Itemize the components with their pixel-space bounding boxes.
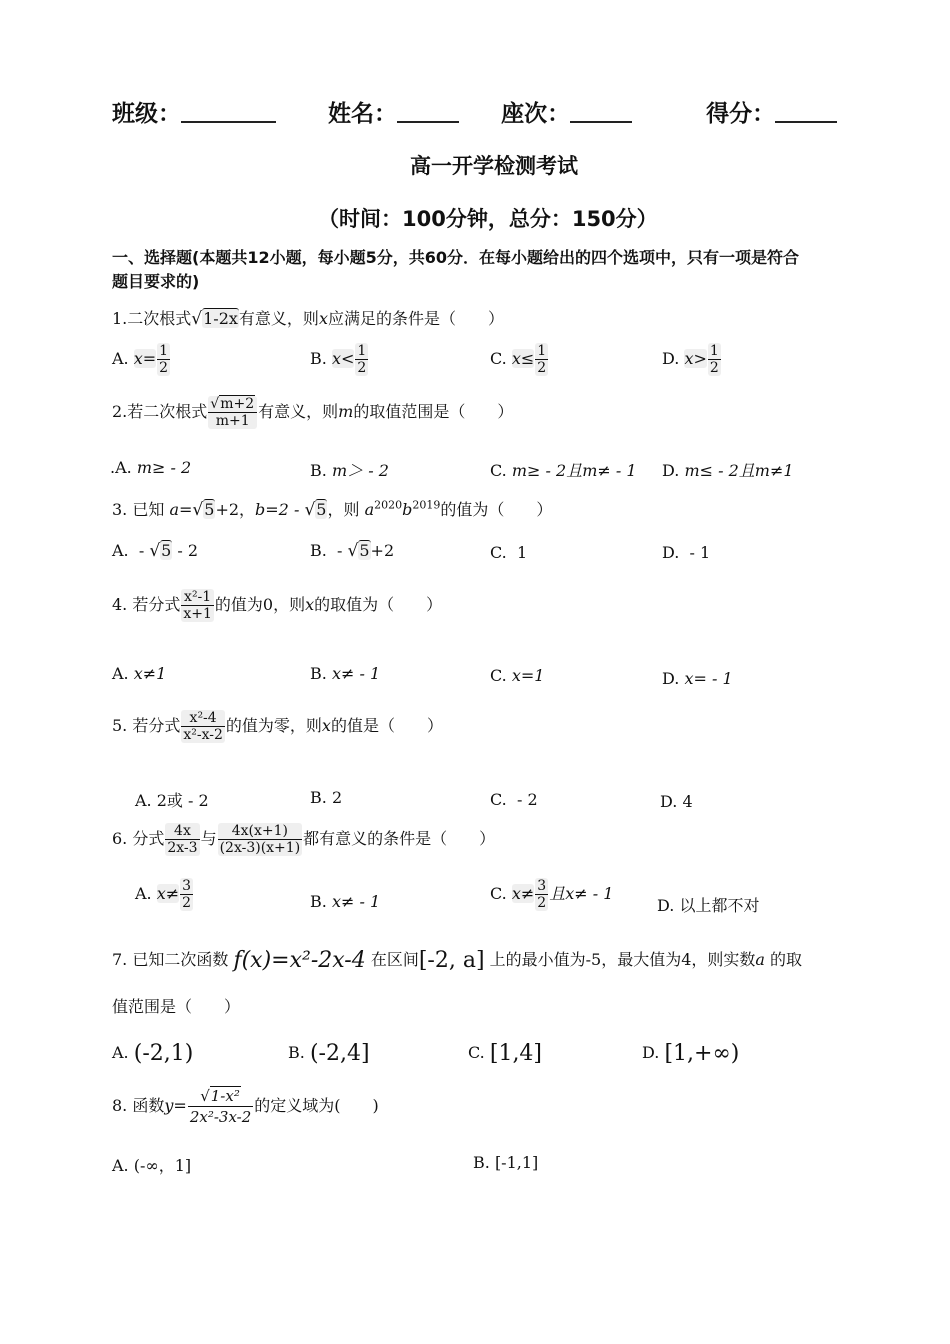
- score-label: 得分：: [706, 101, 776, 127]
- question-3: 3. 已知 a=√5+2，b=2 - √5，则 $a^{2020}b^{2019}$的值为（ ）: [112, 498, 553, 520]
- q2-fraction: $\frac{√m+2}{m+1}$: [208, 396, 257, 429]
- question-1: 1.二次根式√1-2x有意义，则x应满足的条件是（ ）: [112, 309, 504, 329]
- q5-fraction: $\frac{\text{x²-4}}{\text{x²-x-2}}$: [183, 710, 223, 743]
- q7-option-a[interactable]: A. (-2,1): [112, 1041, 194, 1066]
- q1-b-fraction: $\frac{1}{2}$: [357, 343, 367, 376]
- q6-option-d[interactable]: D. 以上都不对: [657, 896, 760, 915]
- q6-a-fraction: $\frac{3}{2}$: [182, 878, 192, 911]
- q2-option-b[interactable]: B. m＞ - 2: [310, 461, 389, 480]
- q1-option-b[interactable]: B. x< $\frac{1}{2}$: [310, 343, 367, 376]
- q7-option-d[interactable]: D. [1,+∞): [642, 1041, 740, 1066]
- q7-option-b[interactable]: B. (-2,4]: [288, 1041, 370, 1066]
- seat-label: 座次：: [501, 101, 571, 127]
- q5-option-d[interactable]: D. 4: [660, 792, 693, 811]
- page-subtitle: （时间：100分钟，总分：150分）: [318, 207, 658, 231]
- q8-fraction: $\frac{\text{√1-x²}}{\text{2x²-3x-2}}$: [189, 1087, 252, 1126]
- class-label: 班级：: [112, 101, 181, 127]
- q1-option-c[interactable]: C. x≤ $\frac{1}{2}$: [490, 343, 547, 376]
- q5-option-c[interactable]: C. - 2: [490, 790, 538, 809]
- question-4: 4. 若分式 $\frac{\text{x²-1}}{x+1}$ 的值为0，则x的取值为（ ）: [112, 589, 443, 622]
- q4-option-a[interactable]: A. x≠1: [112, 664, 167, 683]
- seat-blank[interactable]: [570, 99, 632, 123]
- q6-fraction-2: $\frac{4x(x+1)}{(2x-3)(x+1)}$: [219, 823, 301, 856]
- question-7-line2: 值范围是（ ）: [112, 997, 241, 1016]
- q2-option-a[interactable]: .A. m≥ - 2: [110, 458, 192, 477]
- q2-option-c[interactable]: C. m≥ - 2且m≠ - 1: [490, 461, 637, 480]
- section-heading-line2: 题目要求的): [112, 272, 200, 291]
- class-blank[interactable]: [181, 99, 276, 123]
- header-row: [112, 95, 837, 128]
- q4-option-b[interactable]: B. x≠ - 1: [310, 664, 381, 683]
- name-label: 姓名：: [328, 101, 398, 127]
- q4-fraction: $\frac{\text{x²-1}}{x+1}$: [183, 589, 212, 622]
- q1-c-fraction: $\frac{1}{2}$: [537, 343, 547, 376]
- q6-option-b[interactable]: B. x≠ - 1: [310, 892, 381, 911]
- question-8: 8. 函数y= $\frac{\text{√1-x²}}{\text{2x²-3x-2}}$ 的定义域为( ): [112, 1087, 379, 1126]
- q6-option-c[interactable]: C. x≠ $\frac{3}{2}$ 且x≠ - 1: [490, 878, 614, 911]
- q3-option-a[interactable]: A. - √5 - 2: [112, 541, 199, 561]
- q3-option-d[interactable]: D. - 1: [662, 543, 711, 562]
- name-blank[interactable]: [397, 99, 459, 123]
- q1-option-d[interactable]: D. x> $\frac{1}{2}$: [662, 343, 719, 376]
- question-5: 5. 若分式 $\frac{\text{x²-4}}{\text{x²-x-2}}$ 的值为零，则x的值是（ ）: [112, 710, 443, 743]
- score-blank[interactable]: [775, 99, 837, 123]
- question-7: 7. 已知二次函数 f(x)=x²-2x-4 在区间[-2, a] 上的最小值为-5，最大值为4，则实数a 的取: [112, 948, 803, 973]
- section-heading-line1: 一、选择题(本题共12小题，每小题5分，共60分．在每小题给出的四个选项中，只有一项是符合: [112, 248, 799, 267]
- q1-radicand: 1-2x: [203, 309, 238, 328]
- q2-option-d[interactable]: D. m≤ - 2且m≠1: [662, 461, 794, 480]
- question-2: 2.若二次根式 $\frac{√m+2}{m+1}$ 有意义，则m的取值范围是（ ）: [112, 396, 514, 429]
- question-6: 6. 分式 $\frac{4x}{2x-3}$ 与 $\frac{4x(x+1)}{(2x-3)(x+1)}$ 都有意义的条件是（ ）: [112, 823, 496, 856]
- q3-option-c[interactable]: C. 1: [490, 543, 528, 562]
- q4-option-d[interactable]: D. x= - 1: [662, 669, 733, 688]
- q8-option-b[interactable]: B. [-1,1]: [473, 1153, 539, 1172]
- q7-option-c[interactable]: C. [1,4]: [468, 1041, 543, 1066]
- q1-option-a[interactable]: A. x= $\frac{1}{2}$: [112, 343, 169, 376]
- q1-a-fraction: $\frac{1}{2}$: [159, 343, 169, 376]
- q6-fraction-1: $\frac{4x}{2x-3}$: [167, 823, 198, 856]
- q3-option-b[interactable]: B. - √5+2: [310, 541, 395, 561]
- q1-d-fraction: $\frac{1}{2}$: [709, 343, 719, 376]
- q5-option-b[interactable]: B. 2: [310, 788, 343, 807]
- q4-option-c[interactable]: C. x=1: [490, 666, 545, 685]
- q6-c-fraction: $\frac{3}{2}$: [537, 878, 547, 911]
- q8-option-a[interactable]: A. (-∞，1]: [112, 1156, 192, 1175]
- q6-option-a[interactable]: A. x≠ $\frac{3}{2}$: [135, 878, 192, 911]
- page-title: 高一开学检测考试: [410, 154, 578, 178]
- q5-option-a[interactable]: A. 2或 - 2: [135, 791, 209, 810]
